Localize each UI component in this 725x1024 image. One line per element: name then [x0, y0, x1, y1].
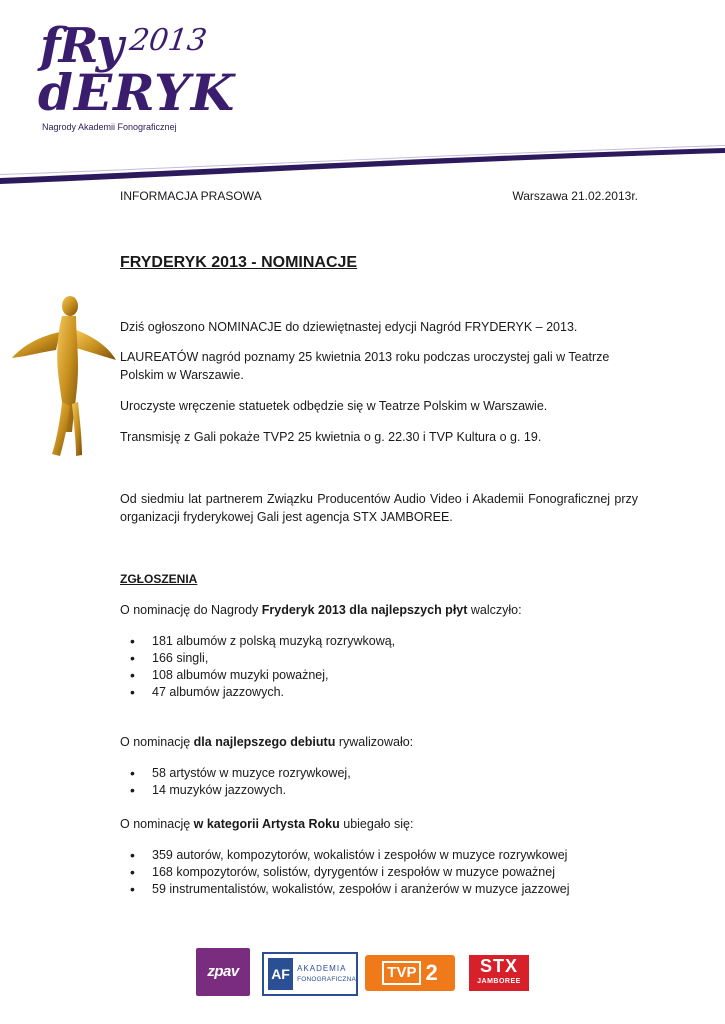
intro-paragraph-2: LAUREATÓW nagród poznamy 25 kwietnia 2013 roku podczas uroczystej gali w Teatrze Polskim w Warszawie.	[120, 350, 610, 383]
block2-pre: O nominację	[120, 735, 194, 749]
press-release-label: INFORMACJA PRASOWA	[120, 189, 262, 203]
block3-pre: O nominację	[120, 817, 194, 831]
block2-bold: dla najlepszego debiutu	[193, 735, 336, 749]
block1-intro	[120, 601, 638, 619]
tvp-text: TVP	[382, 961, 421, 985]
akademia-mark: AF	[268, 958, 293, 990]
block3-post: ubiegało się:	[339, 817, 414, 831]
stx-jamboree-logo	[469, 955, 529, 991]
partner-paragraph: Od siedmiu lat partnerem Związku Producentów Audio Video i Akademii Fonograficznej przy organizacji fryderykowej Gali jest agencja STX JAMBOREE.	[120, 492, 638, 525]
statuette-image	[10, 292, 120, 460]
tvp-number: 2	[425, 960, 438, 986]
list-item: • 359 autorów, kompozytorów, wokalistów i zespołów w muzyce rozrywkowej	[120, 847, 660, 864]
block2-list	[120, 765, 638, 799]
list-item: • 166 singli,	[120, 650, 638, 667]
page-title: FRYDERYK 2013 - NOMINACJE	[120, 254, 358, 271]
zpav-logo: zpav	[196, 948, 250, 996]
list-item: • 181 albumów z polską muzyką rozrywkową,	[120, 633, 638, 650]
logo-subtitle: Nagrody Akademii Fonograficznej	[42, 122, 177, 132]
block1-post: walczyło:	[467, 603, 522, 617]
block1-list	[120, 633, 638, 701]
list-item: • 59 instrumentalistów, wokalistów, zespołów i aranżerów w muzyce jazzowej	[120, 881, 660, 898]
fryderyk-logo	[38, 18, 238, 140]
logo-line2: dERYK	[38, 63, 236, 122]
list-item: • 108 albumów muzyki poważnej,	[120, 667, 638, 684]
logo-year: 2013	[127, 23, 209, 58]
list-item: • 14 muzyków jazzowych.	[120, 782, 638, 799]
date-location: Warszawa 21.02.2013r.	[512, 189, 638, 203]
header-band	[0, 140, 725, 190]
list-item: • 168 kompozytorów, solistów, dyrygentów i zespołów w muzyce poważnej	[120, 864, 660, 881]
list-item: • 47 albumów jazzowych.	[120, 684, 638, 701]
akademia-line1: AKADEMIA	[297, 964, 347, 973]
list-item: • 58 artystów w muzyce rozrywkowej,	[120, 765, 638, 782]
block2-post: rywalizowało:	[335, 735, 414, 749]
logo-line1: fRy	[40, 18, 122, 74]
intro-paragraph-4: Transmisję z Gali pokaże TVP2 25 kwietnia o g. 22.30 i TVP Kultura o g. 19.	[120, 430, 542, 444]
block1-pre: O nominację do Nagrody	[120, 603, 262, 617]
jamboree-text: JAMBOREE	[477, 978, 521, 985]
tvp2-logo	[365, 955, 455, 991]
block3-bold: w kategorii Artysta Roku	[193, 817, 340, 831]
stx-text: STX	[479, 956, 518, 976]
block3-intro	[120, 815, 638, 833]
block2-intro	[120, 733, 638, 751]
section-heading: ZGŁOSZENIA	[120, 572, 198, 586]
akademia-line2: FONOGRAFICZNA	[297, 976, 356, 983]
intro-paragraph-1: Dziś ogłoszono NOMINACJE do dziewiętnastej edycji Nagród FRYDERYK – 2013.	[120, 320, 578, 334]
intro-paragraph-3: Uroczyste wręczenie statuetek odbędzie się w Teatrze Polskim w Warszawie.	[120, 399, 548, 413]
akademia-fonograficzna-logo	[262, 952, 358, 996]
block3-list	[120, 847, 660, 898]
block1-bold: Fryderyk 2013 dla najlepszych płyt	[261, 603, 468, 617]
